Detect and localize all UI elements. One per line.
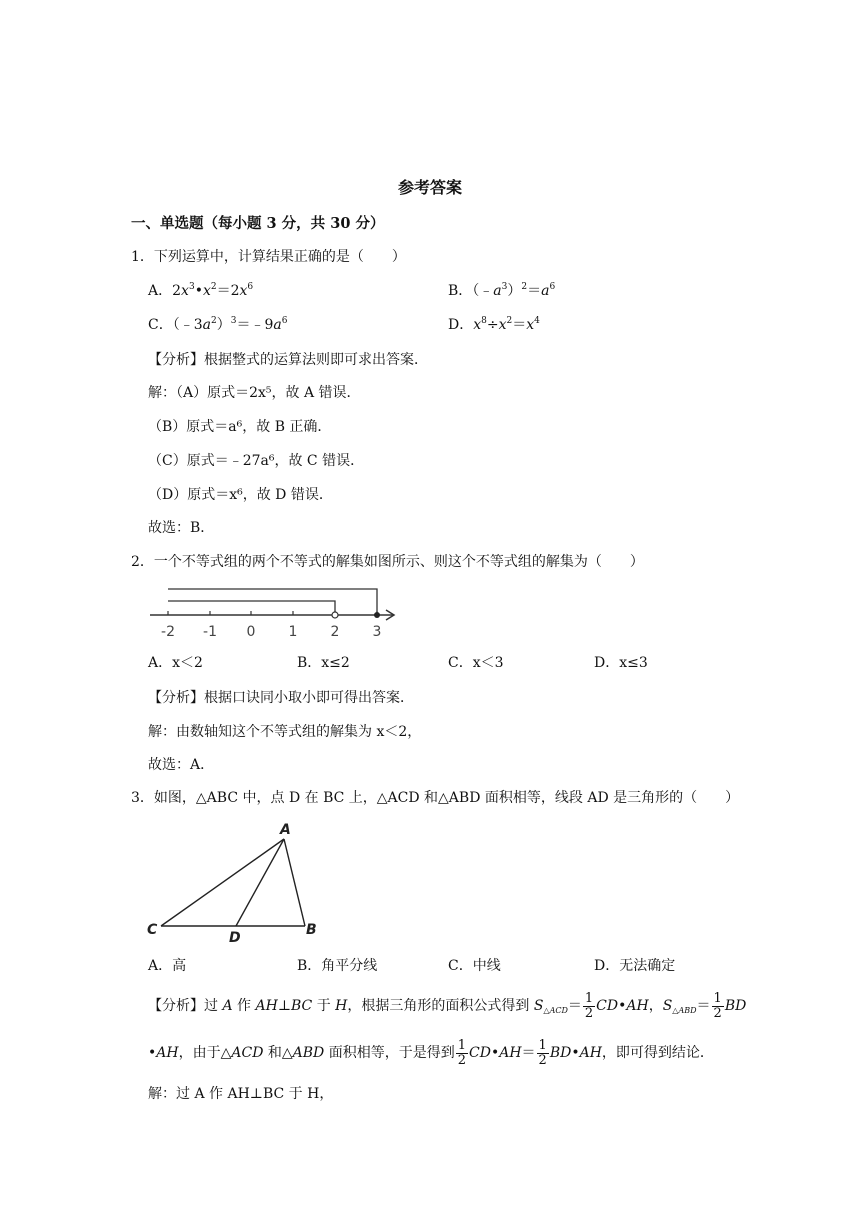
q2-option-d: D．x≤3 [594, 655, 648, 671]
q1-option-b-label: B． [448, 283, 473, 299]
q1-option-c: C．$(﹣3a^2)^3=﹣9a^6$ [148, 316, 288, 333]
tick-label: -1 [203, 624, 217, 640]
q3-option-a: A．高 [148, 958, 187, 974]
q3-option-d: D．无法确定 [594, 958, 676, 974]
q1-solution-b: （B）原式＝a⁶，故 B 正确． [148, 419, 332, 435]
number-line-figure [148, 584, 408, 644]
solution-bracket-to-3 [168, 589, 377, 615]
tick-label: 0 [246, 624, 256, 640]
segment-ca [161, 839, 284, 926]
point-label-a: A [280, 822, 291, 838]
page-title: 参考答案 [397, 178, 462, 197]
segment-ab [284, 839, 305, 926]
q1-option-b: B．$(﹣a^3)^2=a^6$ [448, 282, 556, 299]
tick-label: 1 [288, 624, 298, 640]
q1-solution-c: （C）原式＝﹣27a⁶，故 C 错误． [148, 453, 365, 469]
q1-option-d-label: D． [448, 317, 474, 333]
q3-analysis-line2: •AH，由于△ACD 和△ABD 面积相等，于是得到 $\frac{1}{2}$ CD•AH＝ $\frac{1}{2}$ BD•AH，即可得到结论． [148, 1037, 714, 1068]
tick-label: 3 [372, 624, 382, 640]
tick-label: -2 [161, 624, 175, 640]
q3-solution: 解：过 A 作 AH⊥BC 于 H， [148, 1086, 334, 1102]
point-label-b: B [306, 922, 317, 938]
q2-answer: 故选：A． [148, 757, 215, 773]
point-label-c: C [147, 922, 158, 938]
open-point-at-2 [332, 612, 338, 618]
segment-ad [236, 839, 284, 926]
triangle-figure [140, 818, 340, 946]
q2-option-c: C．x＜3 [448, 655, 504, 671]
q1-analysis: 【分析】根据整式的运算法则即可求出答案． [148, 352, 428, 368]
q3-stem: 3．如图，△ABC 中，点 D 在 BC 上，△ACD 和△ABD 面积相等，线段 AD 是三角形的（ ） [131, 790, 740, 806]
q3-option-c: C．中线 [448, 958, 501, 974]
q2-option-a: A．x＜2 [148, 655, 203, 671]
q1-option-c-label: C． [148, 317, 173, 333]
q1-answer: 故选：B． [148, 520, 215, 536]
q1-option-d: D．$x^8\div x^2=x^4$ [448, 316, 540, 333]
q2-option-b: B．x≤2 [297, 655, 350, 671]
q1-stem: 1．下列运算中，计算结果正确的是（ ） [131, 249, 406, 265]
q2-solution: 解：由数轴知这个不等式组的解集为 x＜2， [148, 724, 422, 740]
q1-solution-d: （D）原式＝x⁶，故 D 错误． [148, 487, 333, 503]
q3-analysis-line1: 【分析】过 A 作 AH⊥BC 于 H，根据三角形的面积公式得到 $S_{\triangle ACD}=$ $\frac{1}{2}$ CD•AH，$S_{\triangle ABD}=$ $\frac{1}{2}$ BD [148, 990, 747, 1021]
closed-point-at-3 [374, 612, 380, 618]
q1-solution-a: 解：（A）原式＝2x⁵，故 A 错误． [148, 385, 361, 401]
q2-stem: 2．一个不等式组的两个不等式的解集如图所示、则这个不等式组的解集为（ ） [131, 554, 644, 570]
q1-option-a: A．$2x^3•x^2=2x^6$ [148, 282, 254, 299]
tick-label: 2 [330, 624, 340, 640]
section-heading: 一、单选题（每小题 3 分，共 30 分） [131, 215, 385, 232]
point-label-d: D [229, 930, 241, 946]
q1-option-a-label: A． [148, 283, 173, 299]
q2-analysis: 【分析】根据口诀同小取小即可得出答案． [148, 690, 414, 706]
q3-option-b: B．角平分线 [297, 958, 378, 974]
